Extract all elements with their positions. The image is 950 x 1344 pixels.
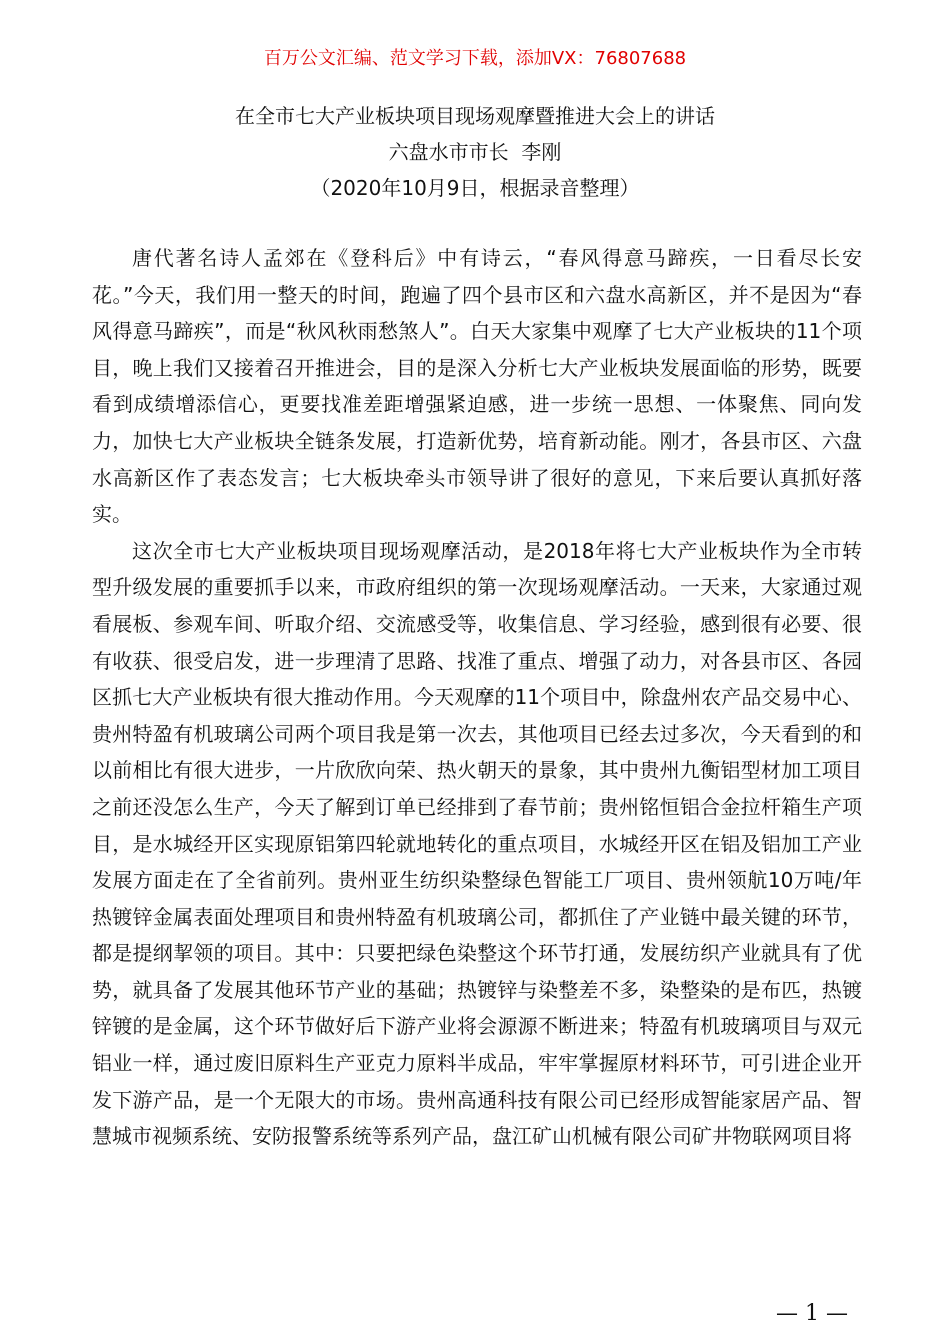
speaker-line: 六盘水市市长 李刚 xyxy=(388,140,562,164)
document-title: 在全市七大产业板块项目现场观摩暨推进大会上的讲话 xyxy=(235,104,715,128)
date-note: （2020年10月9日，根据录音整理） xyxy=(310,176,640,200)
document-body xyxy=(92,240,862,1155)
paragraph-1: 唐代著名诗人孟郊在《登科后》中有诗云，“春风得意马蹄疾，一日看尽长安花。”今天，我们用一整天的时间，跑遍了四个县市区和六盘水高新区，并不是因为“春风得意马蹄疾”，而是“秋风秋雨愁煞人”。白天大家集中观摩了七大产业板块的11个项目，晚上我们又接着召开推进会，目的是深入分析七大产业板块发展面临的形势，既要看到成绩增添信心，更要找准差距增强紧迫感，进一步统一思想、一体聚焦、同向发力，加快七大产业板块全链条发展，打造新优势，培育新动能。刚才，各县市区、六盘水高新区作了表态发言；七大板块牵头市领导讲了很好的意见，下来后要认真抓好落实。 xyxy=(92,246,862,527)
watermark-banner: 百万公文汇编、范文学习下载，添加VX：76807688 xyxy=(263,48,687,69)
document-header xyxy=(0,98,950,206)
page-number: — 1 — xyxy=(776,1301,848,1326)
paragraph-2: 这次全市七大产业板块项目现场观摩活动，是2018年将七大产业板块作为全市转型升级发展的重要抓手以来，市政府组织的第一次现场观摩活动。一天来，大家通过观看展板、参观车间、听取介绍、交流感受等，收集信息、学习经验，感到很有必要、很有收获、很受启发，进一步理清了思路、找准了重点、增强了动力，对各县市区、各园区抓七大产业板块有很大推动作用。今天观摩的11个项目中，除盘州农产品交易中心、贵州特盈有机玻璃公司两个项目我是第一次去，其他项目已经去过多次，今天看到的和以前相比有很大进步，一片欣欣向荣、热火朝天的景象，其中贵州九衡铝型材加工项目之前还没怎么生产，今天了解到订单已经排到了春节前；贵州铭恒铝合金拉杆箱生产项目，是水城经开区实现原铝第四轮就地转化的重点项目，水城经开区在铝及铝加工产业发展方面走在了全省前列。贵州亚生纺织染整绿色智能工厂项目、贵州领航10万吨/年热镀锌金属表面处理项目和贵州特盈有机玻璃公司，都抓住了产业链中最关键的环节，都是提纲挈领的项目。其中：只要把绿色染整这个环节打通，发展纺织产业就具有了优势，就具备了发展其他环节产业的基础；热镀锌与染整差不多，染整染的是布匹，热镀锌镀的是金属，这个环节做好后下游产业将会源源不断进来；特盈有机玻璃项目与双元铝业一样，通过废旧原料生产亚克力原料半成品，牢牢掌握原材料环节，可引进企业开发下游产品，是一个无限大的市场。贵州高通科技有限公司已经形成智能家居产品、智慧城市视频系统、安防报警系统等系列产品，盘江矿山机械有限公司矿井物联网项目将 xyxy=(92,538,862,1149)
